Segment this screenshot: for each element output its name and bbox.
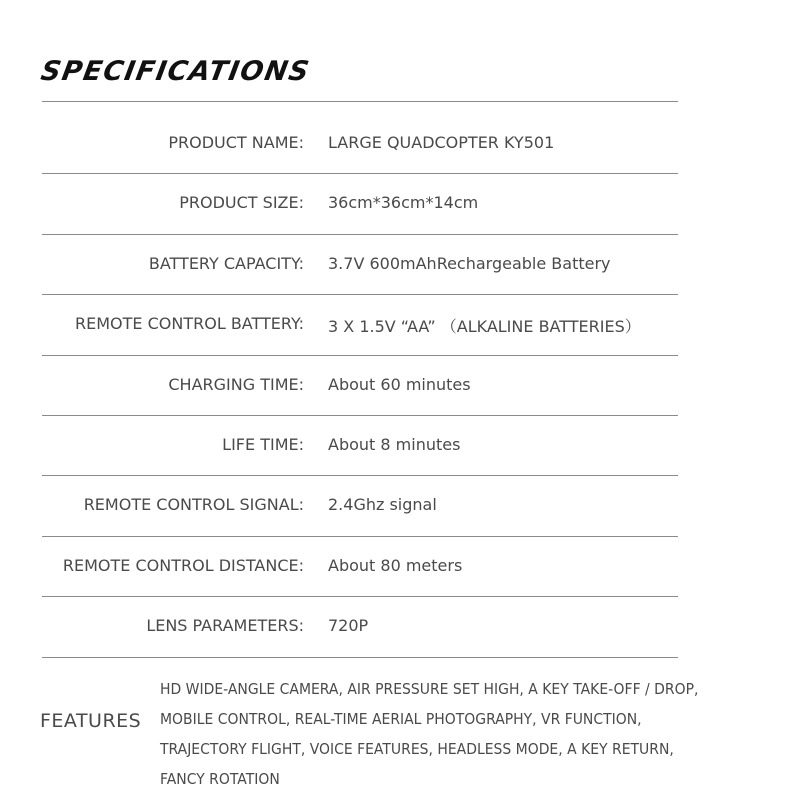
features-list — [160, 674, 780, 794]
spec-value: 3 X 1.5V “AA” （ALKALINE BATTERIES） — [328, 317, 641, 337]
spec-row-life-time — [42, 416, 678, 476]
spec-value: 3.7V 600mAhRechargeable Battery — [328, 253, 611, 273]
features-line: HD WIDE-ANGLE CAMERA, AIR PRESSURE SET HIGH, A KEY TAKE-OFF / DROP, — [160, 680, 699, 698]
spec-label: PRODUCT SIZE: — [179, 193, 304, 213]
spec-row-remote-control-battery — [42, 295, 678, 355]
spec-row-remote-control-signal — [42, 476, 678, 536]
spec-value: About 8 minutes — [328, 434, 461, 454]
spec-label: REMOTE CONTROL SIGNAL: — [83, 495, 304, 515]
spec-label: REMOTE CONTROL BATTERY: — [75, 314, 304, 334]
spec-row-battery-capacity — [42, 235, 678, 295]
spec-label: REMOTE CONTROL DISTANCE: — [62, 555, 304, 575]
spec-label: PRODUCT NAME: — [168, 133, 304, 152]
spec-row-charging-time — [42, 356, 678, 416]
spec-row-product-name — [42, 114, 678, 174]
spec-row-product-size — [42, 174, 678, 234]
spec-table — [42, 114, 678, 658]
spec-row-lens-parameters — [42, 597, 678, 657]
spec-value: 36cm*36cm*14cm — [328, 193, 479, 213]
spec-value: About 60 minutes — [328, 374, 471, 394]
features-heading: FEATURES — [40, 710, 142, 732]
spec-row-remote-control-distance — [42, 537, 678, 597]
spec-value: About 80 meters — [328, 555, 463, 575]
spec-label: LENS PARAMETERS: — [146, 616, 304, 636]
title-divider — [42, 101, 678, 102]
features-line: FANCY ROTATION — [160, 770, 280, 788]
spec-value: 2.4Ghz signal — [328, 495, 437, 515]
features-line: MOBILE CONTROL, REAL-TIME AERIAL PHOTOGRAPHY, VR FUNCTION, — [160, 710, 642, 728]
features-line: TRAJECTORY FLIGHT, VOICE FEATURES, HEADLESS MODE, A KEY RETURN, — [160, 740, 674, 758]
spec-label: LIFE TIME: — [222, 434, 304, 454]
spec-value: 720P — [328, 616, 369, 636]
spec-label: BATTERY CAPACITY: — [148, 253, 304, 273]
spec-label: CHARGING TIME: — [168, 374, 304, 394]
spec-value: LARGE QUADCOPTER KY501 — [328, 133, 555, 152]
page-title: SPECIFICATIONS — [38, 56, 313, 87]
